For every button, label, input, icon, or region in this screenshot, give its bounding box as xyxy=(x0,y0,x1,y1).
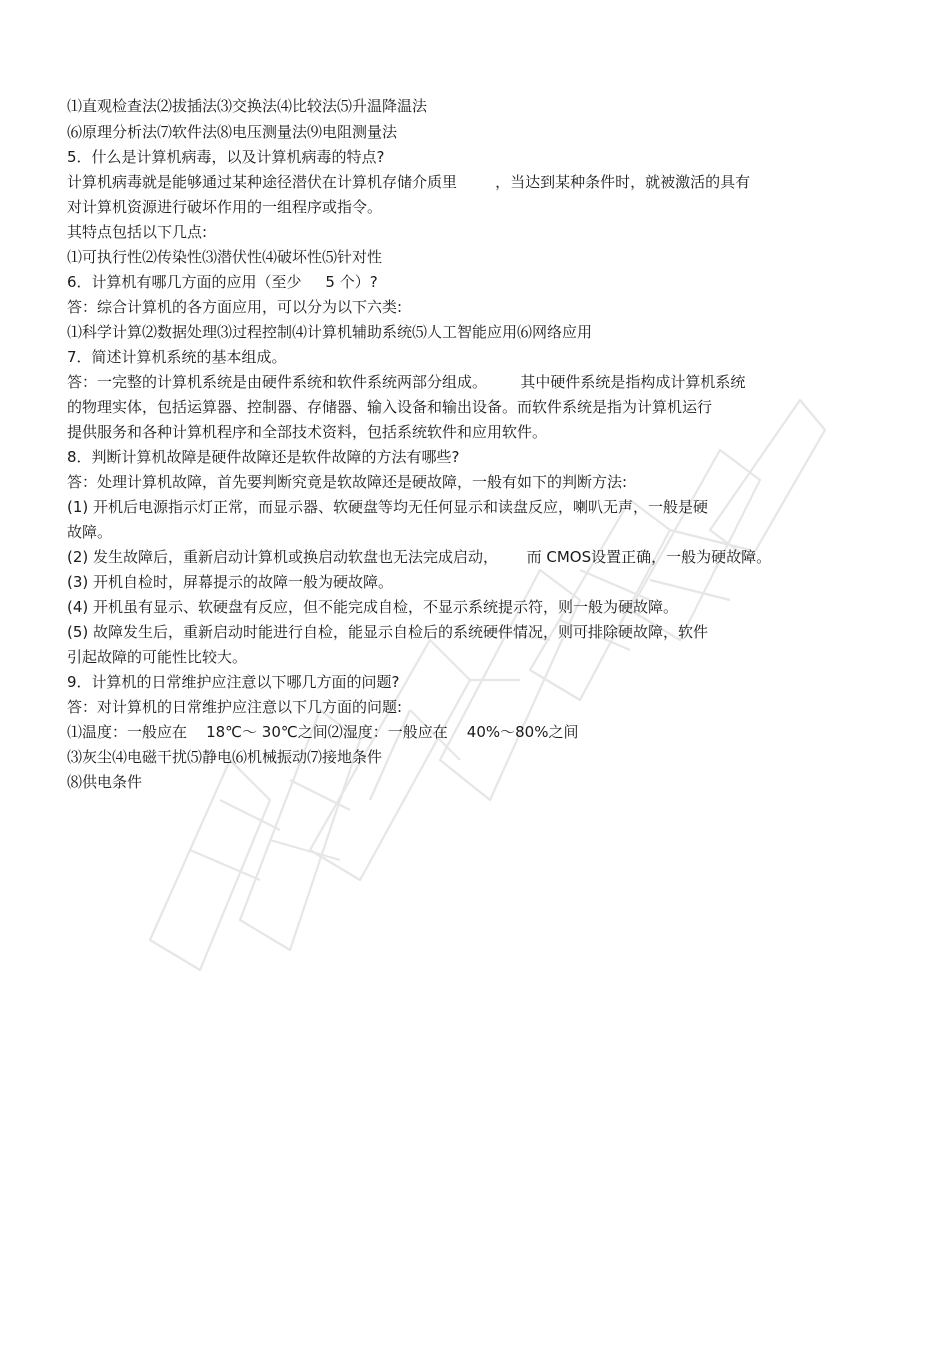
text-line: ⑹原理分析法⑺软件法⑻电压测量法⑼电阻测量法 xyxy=(67,123,398,141)
question-heading: 6．计算机有哪几方面的应用（至少 5 个）? xyxy=(67,273,378,291)
text-line: 答：对计算机的日常维护应注意以下几方面的问题: xyxy=(67,698,403,716)
text-line: (3) 开机自检时，屏幕提示的故障一般为硬故障。 xyxy=(67,573,394,591)
question-heading: 8．判断计算机故障是硬件故障还是软件故障的方法有哪些? xyxy=(67,448,460,466)
text-line: (2) 发生故障后，重新启动计算机或换启动软盘也无法完成启动， 而 CMOS设置正确，一般为硬故障。 xyxy=(67,548,772,566)
text-line: 其特点包括以下几点: xyxy=(67,223,208,241)
text-line: 答：处理计算机故障，首先要判断究竟是软故障还是硬故障，一般有如下的判断方法: xyxy=(67,473,628,491)
text-line: 提供服务和各种计算机程序和全部技术资料，包括系统软件和应用软件。 xyxy=(67,423,548,441)
text-line: ⑶灰尘⑷电磁干扰⑸静电⑹机械振动⑺接地条件 xyxy=(67,748,383,766)
text-line: 引起故障的可能性比较大。 xyxy=(67,648,248,666)
question-heading: 5．什么是计算机病毒，以及计算机病毒的特点? xyxy=(67,148,385,166)
text-line: 答：综合计算机的各方面应用，可以分为以下六类: xyxy=(67,298,403,316)
text-line: (5) 故障发生后，重新启动时能进行自检，能显示自检后的系统硬件情况，则可排除硬故障，软件 xyxy=(67,623,709,641)
text-line: (1) 开机后电源指示灯正常，而显示器、软硬盘等均无任何显示和读盘反应，喇叭无声，一般是硬 xyxy=(67,498,709,516)
text-line: (4) 开机虽有显示、软硬盘有反应，但不能完成自检，不显示系统提示符，则一般为硬故障。 xyxy=(67,598,679,616)
text-line: ⑴温度：一般应在 18℃～ 30℃之间⑵湿度：一般应在 40%～80%之间 xyxy=(67,723,579,741)
text-line: 的物理实体，包括运算器、控制器、存储器、输入设备和输出设备。而软件系统是指为计算机运行 xyxy=(67,398,713,416)
text-line: ⑴直观检查法⑵拔插法⑶交换法⑷比较法⑸升温降温法 xyxy=(67,97,428,115)
text-line: 对计算机资源进行破坏作用的一组程序或指令。 xyxy=(67,198,383,216)
text-line: 计算机病毒就是能够通过某种途径潜伏在计算机存储介质里 ，当达到某种条件时，就被激活的具有 xyxy=(67,173,751,191)
text-line: 故障。 xyxy=(67,523,113,541)
text-line: 答：一完整的计算机系统是由硬件系统和软件系统两部分组成。 其中硬件系统是指构成计算机系统 xyxy=(67,373,746,391)
question-heading: 9．计算机的日常维护应注意以下哪几方面的问题? xyxy=(67,673,400,691)
question-heading: 7．简述计算机系统的基本组成。 xyxy=(67,348,287,366)
text-line: ⑴可执行性⑵传染性⑶潜伏性⑷破坏性⑸针对性 xyxy=(67,248,383,266)
text-line: ⑴科学计算⑵数据处理⑶过程控制⑷计算机辅助系统⑸人工智能应用⑹网络应用 xyxy=(67,323,593,341)
text-line: ⑻供电条件 xyxy=(67,773,143,791)
